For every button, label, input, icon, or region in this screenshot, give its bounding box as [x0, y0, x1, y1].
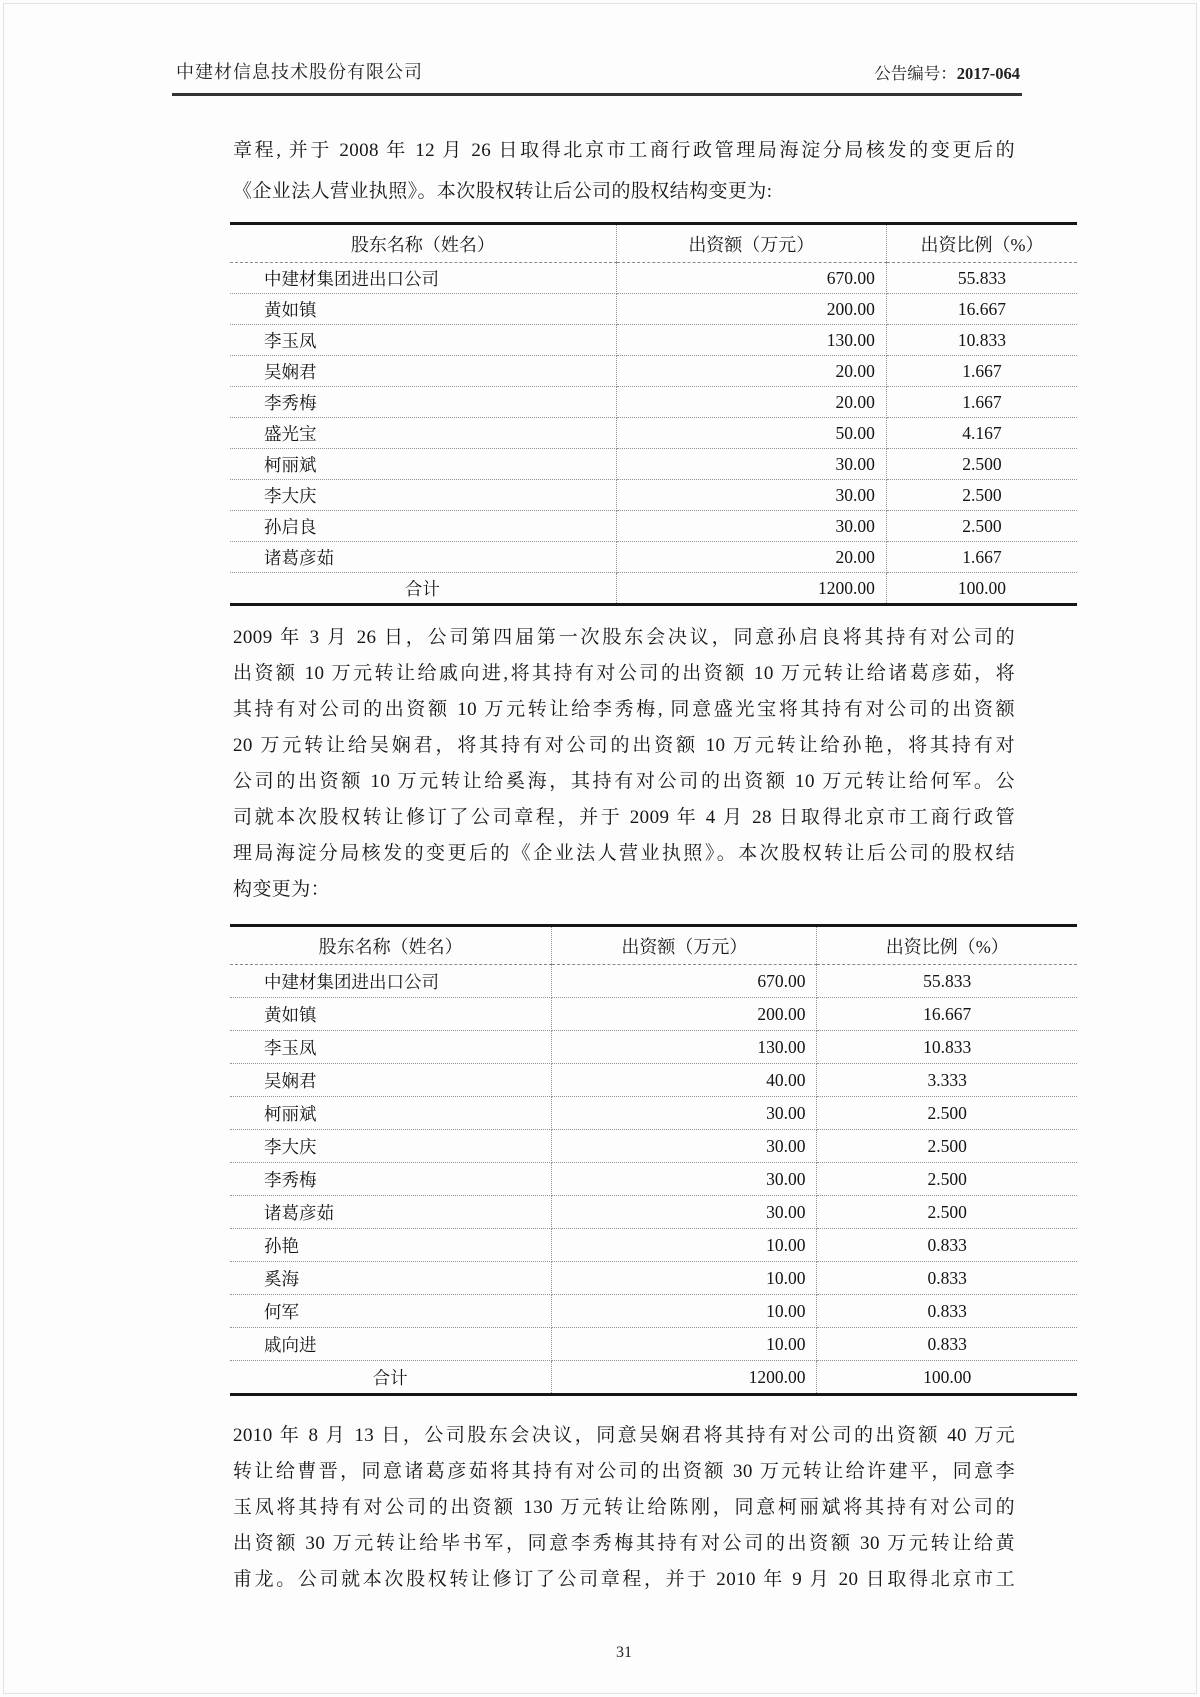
column-header: 股东名称（姓名） — [230, 926, 552, 965]
shareholder-name-cell: 李秀梅 — [230, 1163, 552, 1196]
company-name: 中建材信息技术股份有限公司 — [176, 62, 423, 82]
column-header: 股东名称（姓名） — [230, 224, 616, 263]
shareholder-name-cell: 诸葛彦茹 — [230, 542, 616, 573]
column-header: 出资比例（%） — [817, 926, 1077, 965]
table-row — [230, 1064, 1077, 1097]
contribution-ratio-cell: 0.833 — [817, 1229, 1077, 1262]
contribution-ratio-cell: 55.833 — [817, 965, 1077, 998]
paragraph-line: 玉凤将其持有对公司的出资额 130 万元转让给陈刚，同意柯丽斌将其持有对公司的 — [233, 1497, 1015, 1518]
table-row — [230, 1328, 1077, 1361]
notice-number — [874, 60, 1020, 84]
contribution-amount-cell: 1200.00 — [552, 1361, 817, 1395]
table-total-row — [230, 573, 1077, 605]
shareholder-name-cell: 李玉凤 — [230, 1031, 552, 1064]
table-row — [230, 294, 1077, 325]
contribution-amount-cell: 670.00 — [552, 965, 817, 998]
contribution-amount-cell: 20.00 — [616, 387, 886, 418]
table-row — [230, 1229, 1077, 1262]
table-row — [230, 1163, 1077, 1196]
contribution-ratio-cell: 2.500 — [817, 1196, 1077, 1229]
paragraph-line: 公司的出资额 10 万元转让给奚海，其持有对公司的出资额 10 万元转让给何军。公 — [233, 771, 1015, 792]
contribution-ratio-cell: 100.00 — [923, 1366, 972, 1387]
paragraph-1 — [233, 130, 1015, 212]
table-2-body — [230, 965, 1077, 1395]
table-row — [230, 1262, 1077, 1295]
shareholder-name-cell: 黄如镇 — [230, 294, 616, 325]
table-row — [230, 1196, 1077, 1229]
paragraph-line: 2009 年 3 月 26 日，公司第四届第一次股东会决议，同意孙启良将其持有对公司的 — [233, 627, 1015, 648]
contribution-ratio-cell: 16.667 — [886, 294, 1077, 325]
paragraph-line: 《企业法人营业执照》。本次股权转让后公司的股权结构变更为: — [233, 181, 773, 202]
contribution-amount-cell: 200.00 — [616, 294, 886, 325]
table-row — [230, 511, 1077, 542]
contribution-ratio-cell: 2.500 — [817, 1163, 1077, 1196]
contribution-amount-cell: 30.00 — [552, 1163, 817, 1196]
shareholder-name-cell: 柯丽斌 — [230, 1097, 552, 1130]
contribution-ratio-cell: 10.833 — [817, 1031, 1077, 1064]
table-row — [230, 965, 1077, 998]
contribution-amount-cell: 30.00 — [616, 480, 886, 511]
contribution-amount-cell: 10.00 — [552, 1295, 817, 1328]
shareholder-name-cell: 盛光宝 — [230, 418, 616, 449]
contribution-ratio-cell: 2.500 — [886, 480, 1077, 511]
table-2-head — [230, 926, 1077, 965]
notice-value: 2017-064 — [956, 64, 1020, 83]
table-row — [230, 480, 1077, 511]
contribution-amount-cell: 30.00 — [552, 1196, 817, 1229]
contribution-ratio-cell: 55.833 — [886, 263, 1077, 294]
contribution-amount-cell: 130.00 — [616, 325, 886, 356]
contribution-ratio-cell: 1.667 — [886, 542, 1077, 573]
paragraph-3 — [233, 1418, 1015, 1598]
contribution-ratio-cell: 0.833 — [817, 1328, 1077, 1361]
contribution-amount-cell: 200.00 — [552, 998, 817, 1031]
contribution-amount-cell: 30.00 — [552, 1130, 817, 1163]
shareholder-name-cell: 奚海 — [230, 1262, 552, 1295]
shareholder-name-cell: 李玉凤 — [230, 325, 616, 356]
shareholder-table-1 — [230, 222, 1077, 606]
paragraph-2 — [233, 620, 1015, 908]
table-row — [230, 325, 1077, 356]
contribution-ratio-cell: 16.667 — [817, 998, 1077, 1031]
column-header: 出资额（万元） — [552, 926, 817, 965]
paragraph-line: 出资额 30 万元转让给毕书军，同意李秀梅其持有对公司的出资额 30 万元转让给黄 — [233, 1533, 1015, 1554]
contribution-amount-cell: 1200.00 — [616, 573, 886, 605]
shareholder-name-cell: 吴娴君 — [230, 356, 616, 387]
contribution-ratio-cell: 2.500 — [817, 1130, 1077, 1163]
table-1-body — [230, 263, 1077, 605]
contribution-amount-cell: 50.00 — [616, 418, 886, 449]
shareholder-name-cell: 李秀梅 — [230, 387, 616, 418]
shareholder-name-cell: 合计 — [230, 573, 616, 605]
contribution-amount-cell: 40.00 — [552, 1064, 817, 1097]
contribution-ratio-cell: 100.00 — [957, 577, 1007, 598]
table-row — [230, 356, 1077, 387]
notice-label: 公告编号： — [874, 64, 957, 83]
table-1-head — [230, 224, 1077, 263]
contribution-ratio-cell: 1.667 — [886, 387, 1077, 418]
table-row — [230, 1097, 1077, 1130]
contribution-ratio-cell: 0.833 — [817, 1295, 1077, 1328]
paragraph-line: 构变更为： — [233, 879, 331, 900]
paragraph-line: 2010 年 8 月 13 日，公司股东会决议，同意吴娴君将其持有对公司的出资额 40 万元 — [233, 1425, 1015, 1446]
shareholder-name-cell: 戚向进 — [230, 1328, 552, 1361]
page-number: 31 — [616, 1644, 632, 1661]
paragraph-line: 章程, 并于 2008 年 12 月 26 日取得北京市工商行政管理局海淀分局核发的变更后的 — [233, 140, 1015, 161]
contribution-amount-cell: 30.00 — [616, 511, 886, 542]
table-total-row — [230, 1361, 1077, 1395]
contribution-amount-cell: 670.00 — [616, 263, 886, 294]
paragraph-line: 理局海淀分局核发的变更后的《企业法人营业执照》。本次股权转让后公司的股权结 — [233, 843, 1015, 864]
contribution-amount-cell: 10.00 — [552, 1262, 817, 1295]
table-header-row — [230, 224, 1077, 263]
table-row — [230, 542, 1077, 573]
contribution-ratio-cell: 2.500 — [817, 1097, 1077, 1130]
contribution-amount-cell: 130.00 — [552, 1031, 817, 1064]
table-row — [230, 449, 1077, 480]
column-header: 出资比例（%） — [886, 224, 1077, 263]
contribution-ratio-cell: 4.167 — [886, 418, 1077, 449]
table-row — [230, 418, 1077, 449]
table-row — [230, 263, 1077, 294]
contribution-amount-cell: 30.00 — [616, 449, 886, 480]
contribution-ratio-cell: 1.667 — [886, 356, 1077, 387]
shareholder-name-cell: 中建材集团进出口公司 — [230, 965, 552, 998]
paragraph-line: 20 万元转让给吴娴君，将其持有对公司的出资额 10 万元转让给孙艳，将其持有对 — [233, 735, 1015, 756]
paragraph-line: 甫龙。公司就本次股权转让修订了公司章程，并于 2010 年 9 月 20 日取得北京市工 — [233, 1569, 1015, 1590]
header-rule — [172, 93, 1022, 96]
shareholder-name-cell: 黄如镇 — [230, 998, 552, 1031]
contribution-ratio-cell: 0.833 — [817, 1262, 1077, 1295]
table-row — [230, 1295, 1077, 1328]
paragraph-line: 其持有对公司的出资额 10 万元转让给李秀梅, 同意盛光宝将其持有对公司的出资额 — [233, 699, 1015, 720]
contribution-ratio-cell: 2.500 — [886, 511, 1077, 542]
page-header — [176, 0, 1020, 84]
shareholder-name-cell: 李大庆 — [230, 1130, 552, 1163]
table-row — [230, 1130, 1077, 1163]
contribution-amount-cell: 10.00 — [552, 1328, 817, 1361]
contribution-amount-cell: 30.00 — [552, 1097, 817, 1130]
shareholder-name-cell: 诸葛彦茹 — [230, 1196, 552, 1229]
shareholder-name-cell: 孙艳 — [230, 1229, 552, 1262]
shareholder-name-cell: 李大庆 — [230, 480, 616, 511]
table-row — [230, 1031, 1077, 1064]
table-header-row — [230, 926, 1077, 965]
contribution-ratio-cell: 10.833 — [886, 325, 1077, 356]
contribution-amount-cell: 20.00 — [616, 356, 886, 387]
paragraph-line: 出资额 10 万元转让给戚向进,将其持有对公司的出资额 10 万元转让给诸葛彦茹，将 — [233, 663, 1015, 684]
table-row — [230, 387, 1077, 418]
contribution-ratio-cell: 2.500 — [886, 449, 1077, 480]
shareholder-name-cell: 合计 — [230, 1361, 552, 1395]
contribution-amount-cell: 10.00 — [552, 1229, 817, 1262]
shareholder-table-2 — [230, 924, 1077, 1396]
shareholder-name-cell: 柯丽斌 — [230, 449, 616, 480]
contribution-amount-cell: 20.00 — [616, 542, 886, 573]
paragraph-line: 转让给曹晋，同意诸葛彦茹将其持有对公司的出资额 30 万元转让给许建平，同意李 — [233, 1461, 1015, 1482]
shareholder-name-cell: 孙启良 — [230, 511, 616, 542]
table-row — [230, 998, 1077, 1031]
paragraph-line: 司就本次股权转让修订了公司章程，并于 2009 年 4 月 28 日取得北京市工商行政管 — [233, 807, 1015, 828]
column-header: 出资额（万元） — [616, 224, 886, 263]
contribution-ratio-cell: 3.333 — [817, 1064, 1077, 1097]
shareholder-name-cell: 中建材集团进出口公司 — [230, 263, 616, 294]
shareholder-name-cell: 吴娴君 — [230, 1064, 552, 1097]
shareholder-name-cell: 何军 — [230, 1295, 552, 1328]
